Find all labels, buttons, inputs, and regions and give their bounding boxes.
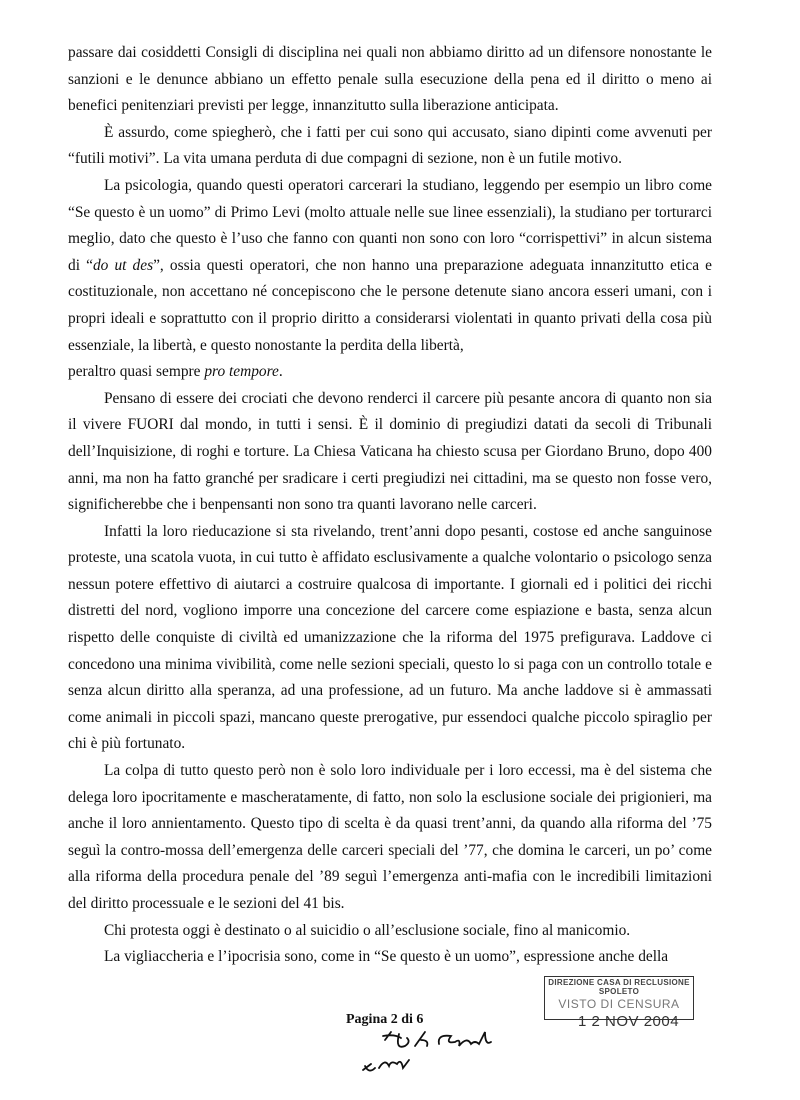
signature <box>355 1030 505 1095</box>
paragraph-4: Pensano di essere dei crociati che devono renderci il carcere più pesante ancora di quanto non sia il vivere FUORI dal mondo, in tutti i sensi. È il dominio di pregiudizi datati da secoli di Tribunali dell’Inquisizione, di roghi e torture. La Chiesa Vaticana ha chiesto scusa per Giordano Bruno, dopo 400 anni, ma non ha fatto granché per sradicare i certi pregiudizi nei cittadini, ma se questo non fosse vero, significherebbe che i benpensanti non sono tra quanti lavorano nelle carceri. <box>68 389 712 514</box>
paragraph-7: Chi protesta oggi è destinato o al suicidio o all’esclusione sociale, fino al manicomio. <box>104 921 631 939</box>
paragraph-3-text-b: ”, ossia questi operatori, che non hanno una preparazione adeguata innanzitutto etica e costituzionale, non accettano né concepiscono che le persone detenute siano ancora esseri umani, con i propri ideali e soprattutto con il proprio diritto a considerarsi violentati in quanto privati della cosa più essenziale, la libertà, e questo nonostante la perdita della libertà, <box>68 256 713 354</box>
paragraph-3-text-a: La psicologia, quando questi operatori carcerari la studiano, leggendo per esempio un libro come “Se questo è un uomo” di Primo Levi (molto attuale nelle sue linee essenziali), la studiano per torturarci meglio, dato che questo è l’uso che fanno con quanti non sono con loro “corrispettivi” in alcun sistema di “ <box>68 176 712 274</box>
paragraph-1: passare dai cosiddetti Consigli di disciplina nei quali non abbiamo diritto ad un difensore nonostante le sanzioni e le denunce abbiano un effetto penale sulla esecuzione della pena ed il diritto o meno ai benefici penitenziari previsti per legge, innanzitutto sulla liberazione anticipata. <box>68 44 712 115</box>
letter-body <box>68 40 712 971</box>
paragraph-3-italic: do ut des <box>92 256 154 274</box>
paragraph-2: È assurdo, come spiegherò, che i fatti per cui sono qui accusato, siano dipinti come avvenuti per “futili motivi”. La vita umana perduta di due compagni di sezione, non è un futile motivo. <box>68 123 712 168</box>
stamp-date: 1 2 NOV 2004 <box>578 1013 680 1030</box>
paragraph-5: Infatti la loro rieducazione si sta rivelando, trent’anni dopo pesanti, costose ed anche sanguinose proteste, una scatola vuota, in cui tutto è affidato esclusivamente a qualche volontario o psicologo senza nessun potere effettivo di aiutarci a costruire qualcosa di importante. I giornali ed i politici dei ricchi distretti del nord, vogliono imporre una concezione del carcere come espiazione e basta, senza alcun rispetto delle conquiste di civiltà ed umanizzazione che la riforma del 1975 prefigurava. Laddove ci concedono una minima vivibilità, come nelle sezioni speciali, questo lo si paga con un controllo totale e senza alcun diritto alla speranza, ad una professione, ad un futuro. Ma anche laddove si è ammassati come animali in piccoli spazi, mancano queste prerogative, pur essendoci qualche piccolo spiraglio per chi è più fortunato. <box>68 522 712 753</box>
stamp-institution: DIREZIONE CASA DI RECLUSIONE SPOLETO <box>548 978 690 996</box>
paragraph-3-tail-end: . <box>278 363 283 381</box>
page-number: Pagina 2 di 6 <box>346 1012 424 1027</box>
signature-scribble <box>355 1030 505 1090</box>
paragraph-3 <box>68 173 712 386</box>
paragraph-3-tail: peraltro quasi sempre <box>68 363 205 381</box>
paragraph-6: La colpa di tutto questo però non è solo loro individuale per i loro eccessi, ma è del sistema che delega loro ipocritamente e mascheratamente, di fatto, non solo la esclusione sociale dei prigionieri, ma anche il loro annientamento. Questo tipo di scelta è da quasi trent’anni, da quando alla riforma del ’75 seguì la contro-mossa dell’emergenza delle carceri speciali del ’77, che domina le carceri, un po’ come alla riforma della procedura penale del ’89 seguì l’emergenza anti-mafia con le incredibili limitazioni del diritto processuale e le sezioni del 41 bis. <box>68 762 712 912</box>
stamp-label: VISTO DI CENSURA <box>558 997 680 1011</box>
paragraph-8: La vigliaccheria e l’ipocrisia sono, come in “Se questo è un uomo”, espressione anche della <box>104 948 669 966</box>
paragraph-3-tail-italic: pro tempore <box>204 363 279 381</box>
